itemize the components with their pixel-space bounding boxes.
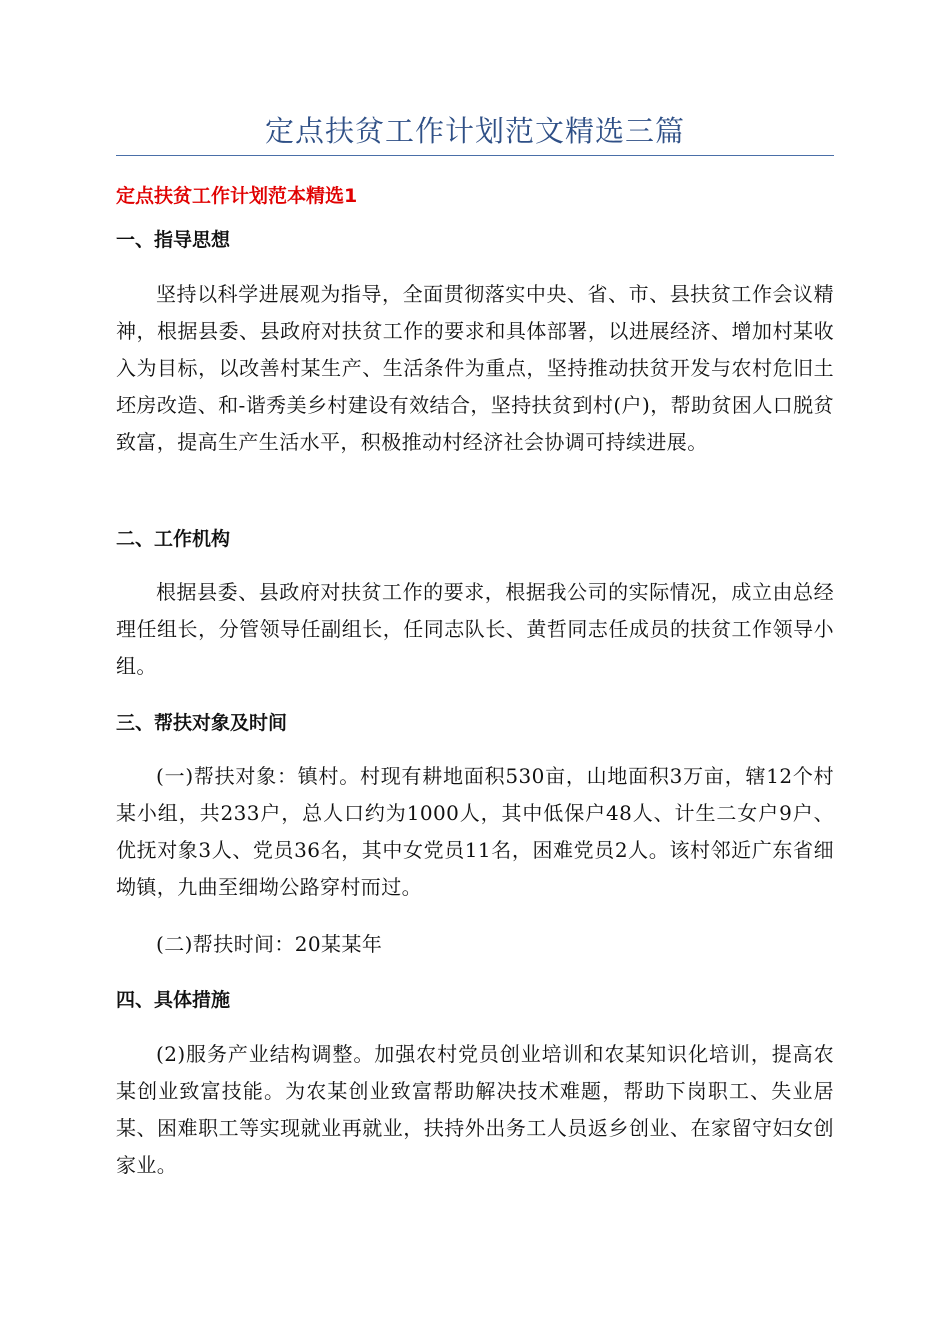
paragraph-assistance-target: (一)帮扶对象：镇村。村现有耕地面积530亩，山地面积3万亩，辖12个村某小组，共233户，总人口约为1000人，其中低保户48人、计生二女户9户、优抚对象3人、党员36名，其中女党员11名，困难党员2人。该村邻近广东省细坳镇，九曲至细坳公路穿村而过。 <box>116 764 834 899</box>
paragraph-specific-measures: (2)服务产业结构调整。加强农村党员创业培训和农某知识化培训，提高农某创业致富技能。为农某创业致富帮助解决技术难题，帮助下岗职工、失业居某、困难职工等实现就业再就业，扶持外出务工人员返乡创业、在家留守妇女创家业。 <box>116 1042 834 1177</box>
heading-assistance-target-and-time: 三、帮扶对象及时间 <box>116 712 288 734</box>
title-underline <box>116 155 834 156</box>
section-title: 定点扶贫工作计划范本精选1 <box>116 185 358 207</box>
paragraph-work-organization: 根据县委、县政府对扶贫工作的要求，根据我公司的实际情况，成立由总经理任组长，分管领导任副组长，任同志队长、黄哲同志任成员的扶贫工作领导小组。 <box>116 580 834 678</box>
document-title: 定点扶贫工作计划范文精选三篇 <box>264 114 685 148</box>
heading-guiding-ideology: 一、指导思想 <box>116 229 231 251</box>
heading-specific-measures: 四、具体措施 <box>116 989 231 1011</box>
heading-work-organization: 二、工作机构 <box>116 528 231 550</box>
paragraph-guiding-ideology: 坚持以科学进展观为指导，全面贯彻落实中央、省、市、县扶贫工作会议精神，根据县委、县政府对扶贫工作的要求和具体部署，以进展经济、增加村某收入为目标，以改善村某生产、生活条件为重点，坚持推动扶贫开发与农村危旧土坯房改造、和-谐秀美乡村建设有效结合，坚持扶贫到村(户)，帮助贫困人口脱贫致富，提高生产生活水平，积极推动村经济社会协调可持续进展。 <box>116 282 834 454</box>
paragraph-assistance-time: (二)帮扶时间：20某某年 <box>156 932 383 956</box>
